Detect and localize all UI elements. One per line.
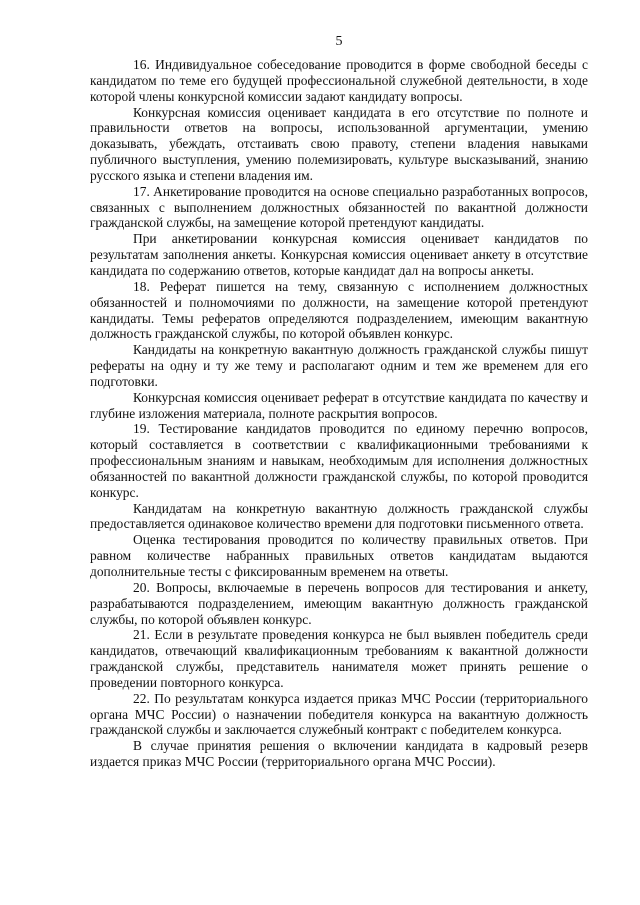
paragraph-16-interview: 16. Индивидуальное собеседование проводится в форме свободной беседы с кандидатом по теме его будущей профессиональной служебной деятельности, в ходе которой члены конкурсной комиссии задают кандидату вопросы. [90,57,588,104]
paragraph-testing-evaluation: Оценка тестирования проводится по количеству правильных ответов. При равном количестве набранных правильных ответов кандидатам выдаются дополнительные тесты с фиксированным временем на ответы. [90,532,588,579]
paragraph-17-questionnaire: 17. Анкетирование проводится на основе специально разработанных вопросов, связанных с выполнением должностных обязанностей по вакантной должности гражданской службы, на замещение которой претендуют кандидаты. [90,183,588,231]
paragraph-interview-evaluation: Конкурсная комиссия оценивает кандидата в его отсутствие по полноте и правильности ответов на вопросы, использованной аргументации, умению доказывать, убеждать, отстаивать свою правоту, степени владения навыками публичного выступления, умению полемизировать, культуре высказываний, знанию русского языка и степени владения им. [90,104,588,183]
paragraph-testing-time: Кандидатам на конкретную вакантную должность гражданской службы предоставляется одинаковое количество времени для подготовки письменного ответа. [90,500,588,532]
paragraph-reserve: В случае принятия решения о включении кандидата в кадровый резерв издается приказ МЧС России (территориального органа МЧС России). [90,738,588,770]
page-number: 5 [335,34,343,49]
paragraph-18-essay: 18. Реферат пишется на тему, связанную с исполнением должностных обязанностей и полномочиями по должности, на замещение которой претендуют кандидаты. Темы рефератов определяются подразделением, имеющим вакантную должность гражданской службы, по которой объявлен конкурс. [90,278,588,342]
paragraph-21-no-winner: 21. Если в результате проведения конкурса не был выявлен победитель среди кандидатов, отвечающий квалификационным требованиям к вакантной должности гражданской службы, представитель нанимателя может принять решение о проведении повторного конкурса. [90,627,588,690]
paragraph-22-results: 22. По результатам конкурса издается приказ МЧС России (территориального органа МЧС России) о назначении победителя конкурса на вакантную должность гражданской службы и заключается служебный контракт с победителем конкурса. [90,690,588,738]
paragraph-20-questions: 20. Вопросы, включаемые в перечень вопросов для тестирования и анкету, разрабатываются подразделением, имеющим вакантную должность гражданской службы, по которой объявлен конкурс. [90,579,588,627]
paragraph-19-testing: 19. Тестирование кандидатов проводится по единому перечню вопросов, который составляется в соответствии с квалификационными требованиями к профессиональным знаниям и навыкам, необходимым для исполнения должностных обязанностей по вакантной должности гражданской службы, по которой проводится конкурс. [90,421,588,500]
paragraph-essay-evaluation: Конкурсная комиссия оценивает реферат в отсутствие кандидата по качеству и глубине изложения материала, полноте раскрытия вопросов. [90,389,588,421]
paragraph-questionnaire-evaluation: При анкетировании конкурсная комиссия оценивает кандидатов по результатам заполнения анкеты. Конкурсная комиссия оценивает анкету в отсутствие кандидата по содержанию ответов, которые кандидат дал на вопросы анкеты. [90,231,588,278]
paragraph-essay-topic: Кандидаты на конкретную вакантную должность гражданской службы пишут рефераты на одну и ту же тему и располагают одним и тем же временем для его подготовки. [90,342,588,389]
